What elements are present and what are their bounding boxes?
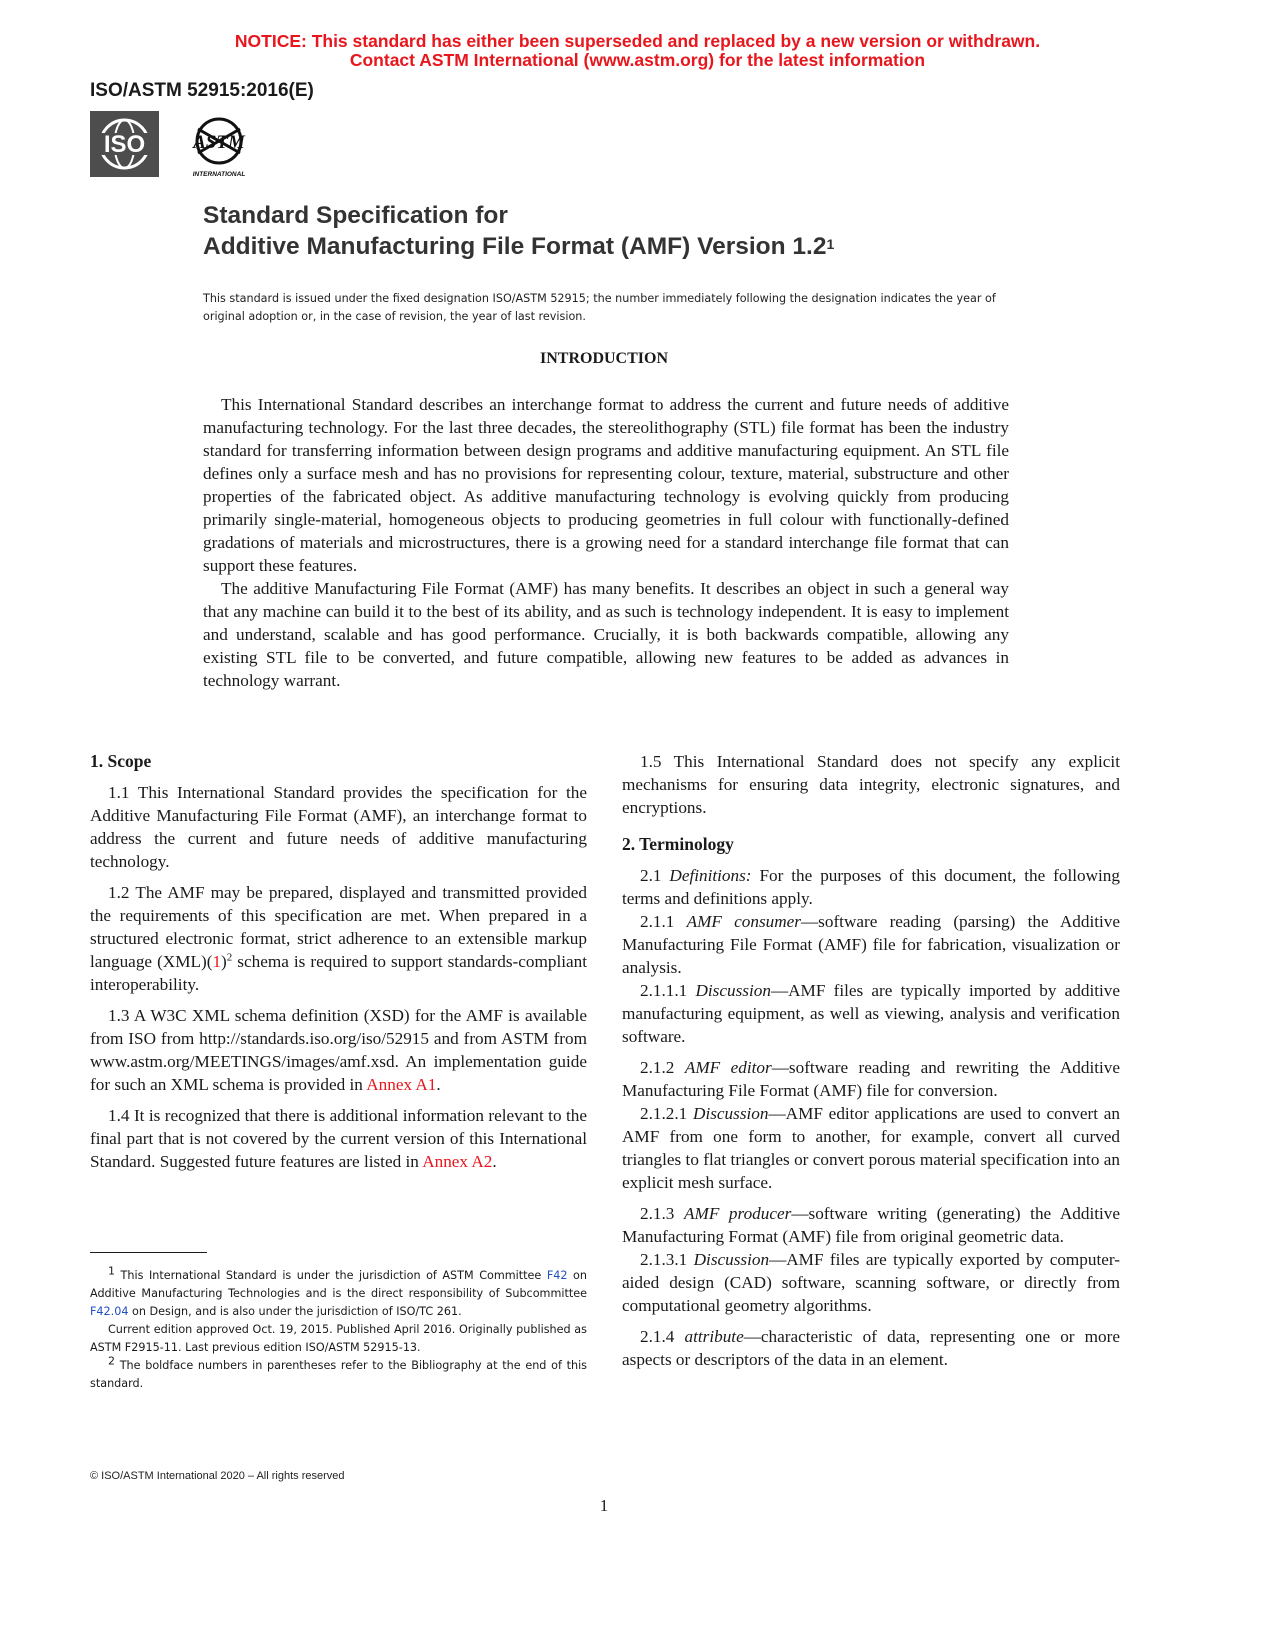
footnote-2 xyxy=(90,1354,587,1393)
definition-2-1-2 xyxy=(622,1056,1120,1102)
footnote-divider xyxy=(90,1252,207,1253)
iso-globe-icon xyxy=(90,111,159,177)
subcommittee-f42-04-link[interactable]: F42.04 xyxy=(90,1305,129,1318)
footnote-1-text-b: on Additive Manufacturing Technologies and is the direct responsibility of Subcommittee xyxy=(90,1269,587,1300)
right-column xyxy=(622,750,1120,1371)
annex-a1-link[interactable]: Annex A1 xyxy=(366,1075,437,1094)
bibliography-ref-1-link[interactable]: 1 xyxy=(212,952,222,971)
title-footnote-mark: 1 xyxy=(826,236,835,252)
introduction-body xyxy=(203,393,1009,692)
annex-a2-link[interactable]: Annex A2 xyxy=(422,1152,493,1171)
committee-f42-link[interactable]: F42 xyxy=(546,1269,568,1282)
page-number: 1 xyxy=(599,1496,609,1515)
footnote-2-mark-bottom: 2 xyxy=(108,1354,115,1368)
definition-2-1-3-1 xyxy=(622,1248,1120,1317)
notice-line-2: Contact ASTM International (www.astm.org) for the latest information xyxy=(349,50,926,70)
notice-line-1: NOTICE: This standard has either been superseded and replaced by a new version or withdrawn. xyxy=(234,31,1041,51)
introduction-paragraph-2: The additive Manufacturing File Format (AMF) has many benefits. It describes an object in such a general way that any machine can build it to the best of its ability, and as such is technology independent. It is easy to implement and understand, scalable and has good performance. Crucially, it is both backwards compatible, allowing any existing STL file to be converted, and future compatible, allowing new features to be added as advances in technology warrant. xyxy=(203,579,1009,690)
definition-text: —software writing (generating) the Additive Manufacturing Format (AMF) file from original geometric data. xyxy=(622,1204,1120,1246)
definition-number: 2.1.3.1 xyxy=(640,1250,694,1269)
section-1-3-text-a: 1.3 A W3C XML schema definition (XSD) for the AMF is available from ISO from http://standards.iso.org/iso/52915 and from ASTM from www.astm.org/MEETINGS/images/amf.xsd. An implementation guide for such an XML schema is provided in xyxy=(90,1006,587,1094)
definition-2-1 xyxy=(622,864,1120,910)
definition-term: AMF consumer xyxy=(686,912,801,931)
footnotes xyxy=(90,1264,587,1393)
scope-heading: 1. Scope xyxy=(90,751,152,771)
definition-number: 2.1.2 xyxy=(640,1058,685,1077)
section-1-2-text-a: 1.2 The AMF may be prepared, displayed and transmitted provided the requirements of this specification are met. When prepared in a structured electronic format, strict adherence to an extensible markup language (XML)( xyxy=(90,883,587,971)
definition-text: —software reading and rewriting the Additive Manufacturing File Format (AMF) file for conversion. xyxy=(622,1058,1121,1100)
astm-emblem-icon xyxy=(180,111,258,179)
section-1-2-text-b: ) xyxy=(221,952,227,971)
title-line-2: Additive Manufacturing File Format (AMF) Version 1.2 xyxy=(203,233,827,260)
iso-logo xyxy=(90,111,159,177)
definition-2-1-3 xyxy=(622,1202,1120,1248)
issued-note: This standard is issued under the fixed designation ISO/ASTM 52915; the number immediately following the designation indicates the year of original adoption or, in the case of revision, the year of last revision. xyxy=(203,292,996,323)
footnote-1-edition: Current edition approved Oct. 19, 2015. Published April 2016. Originally published as ASTM F2915-11. Last previous edition ISO/ASTM 52915-13. xyxy=(90,1323,587,1354)
definition-2-1-1-1 xyxy=(622,979,1120,1048)
definition-text: —characteristic of data, representing one or more aspects or descriptors of the data in an element. xyxy=(622,1327,1120,1369)
definition-term: Discussion xyxy=(693,1250,770,1269)
document-title xyxy=(203,200,834,262)
introduction-paragraph-1: This International Standard describes an interchange format to address the current and future needs of additive manufacturing technology. For the last three decades, the stereolithography (STL) file format has been the industry standard for transferring information between design programs and additive manufacturing equipment. An STL file defines only a surface mesh and has no provisions for representing colour, texture, material, substructure and other properties of the fabricated object. As additive manufacturing technology is evolving quickly from producing primarily single-material, homogeneous objects to producing geometries in full colour with functionally-defined gradations of materials and microstructures, there is a growing need for a standard interchange file format that can support these features. xyxy=(203,395,1009,575)
footnote-1 xyxy=(90,1264,587,1321)
section-1-4-text-a: 1.4 It is recognized that there is additional information relevant to the final part that is not covered by the current version of this International Standard. Suggested future features are listed in xyxy=(90,1106,587,1171)
section-1-4-text-b: . xyxy=(492,1152,497,1171)
footnote-1-text-a: This International Standard is under the jurisdiction of ASTM Committee xyxy=(115,1269,547,1282)
section-1-2-text-c: schema is required to support standards-compliant interoperability. xyxy=(90,952,587,994)
section-1-4 xyxy=(90,1104,587,1173)
definition-term: Discussion xyxy=(693,1104,769,1123)
definition-term: Discussion xyxy=(695,981,771,1000)
definition-text: —AMF files are typically exported by computer-aided design (CAD) software, scanning software, or directly from computational geometry algorithms. xyxy=(622,1250,1120,1315)
definition-term: AMF editor xyxy=(684,1058,772,1077)
definition-text: —AMF files are typically imported by additive manufacturing equipment, as well as viewing, analysis and verification software. xyxy=(622,981,1120,1046)
withdrawal-notice xyxy=(0,32,1275,70)
introduction-heading: INTRODUCTION xyxy=(539,350,668,367)
section-1-5: 1.5 This International Standard does not specify any explicit mechanisms for ensuring data integrity, electronic signatures, and encryptions. xyxy=(622,752,1120,817)
standard-designation: ISO/ASTM 52915:2016(E) xyxy=(90,80,314,101)
definition-number: 2.1.1 xyxy=(640,912,687,931)
definition-number: 2.1.1.1 xyxy=(640,981,696,1000)
definition-text: For the purposes of this document, the following terms and definitions apply. xyxy=(622,866,1120,908)
definition-number: 2.1.2.1 xyxy=(640,1104,694,1123)
definition-2-1-4 xyxy=(622,1325,1120,1371)
definition-2-1-2-1 xyxy=(622,1102,1120,1194)
definition-number: 2.1.3 xyxy=(640,1204,684,1223)
definition-text: —AMF editor applications are used to convert an AMF from one form to another, for example, convert all curved triangles to flat triangles or convert porous material specification into an explicit mesh surface. xyxy=(622,1104,1120,1192)
definition-number: 2.1.4 xyxy=(640,1327,685,1346)
astm-logo-subtext: INTERNATIONAL xyxy=(192,171,246,178)
astm-logo xyxy=(180,111,258,179)
definition-term: Definitions: xyxy=(669,866,752,885)
terminology-heading: 2. Terminology xyxy=(622,834,734,854)
footnote-1-text-c: on Design, and is also under the jurisdiction of ISO/TC 261. xyxy=(128,1305,462,1318)
section-1-3 xyxy=(90,1004,587,1096)
astm-logo-text: ASTM xyxy=(193,132,245,153)
footnote-2-text: The boldface numbers in parentheses refer to the Bibliography at the end of this standard. xyxy=(90,1359,587,1390)
section-1-1: 1.1 This International Standard provides the specification for the Additive Manufacturing File Format (AMF), an interchange format to address the current and future needs of additive manufacturing technology. xyxy=(90,783,587,871)
definition-2-1-1 xyxy=(622,910,1120,979)
iso-logo-text: ISO xyxy=(103,131,146,158)
footnote-1-mark: 1 xyxy=(108,1264,115,1278)
definition-text: —software reading (parsing) the Additive Manufacturing File Format (AMF) file for fabrication, visualization or analysis. xyxy=(622,912,1121,977)
title-line-1: Standard Specification for xyxy=(203,202,508,229)
definition-number: 2.1 xyxy=(640,866,670,885)
section-1-2 xyxy=(90,881,587,996)
section-1-3-text-b: . xyxy=(436,1075,441,1094)
copyright-notice: © ISO/ASTM International 2020 – All rights reserved xyxy=(90,1470,345,1482)
definition-term: attribute xyxy=(684,1327,744,1346)
definition-term: AMF producer xyxy=(684,1204,792,1223)
footnote-2-mark: 2 xyxy=(226,951,233,964)
left-column xyxy=(90,750,587,1173)
